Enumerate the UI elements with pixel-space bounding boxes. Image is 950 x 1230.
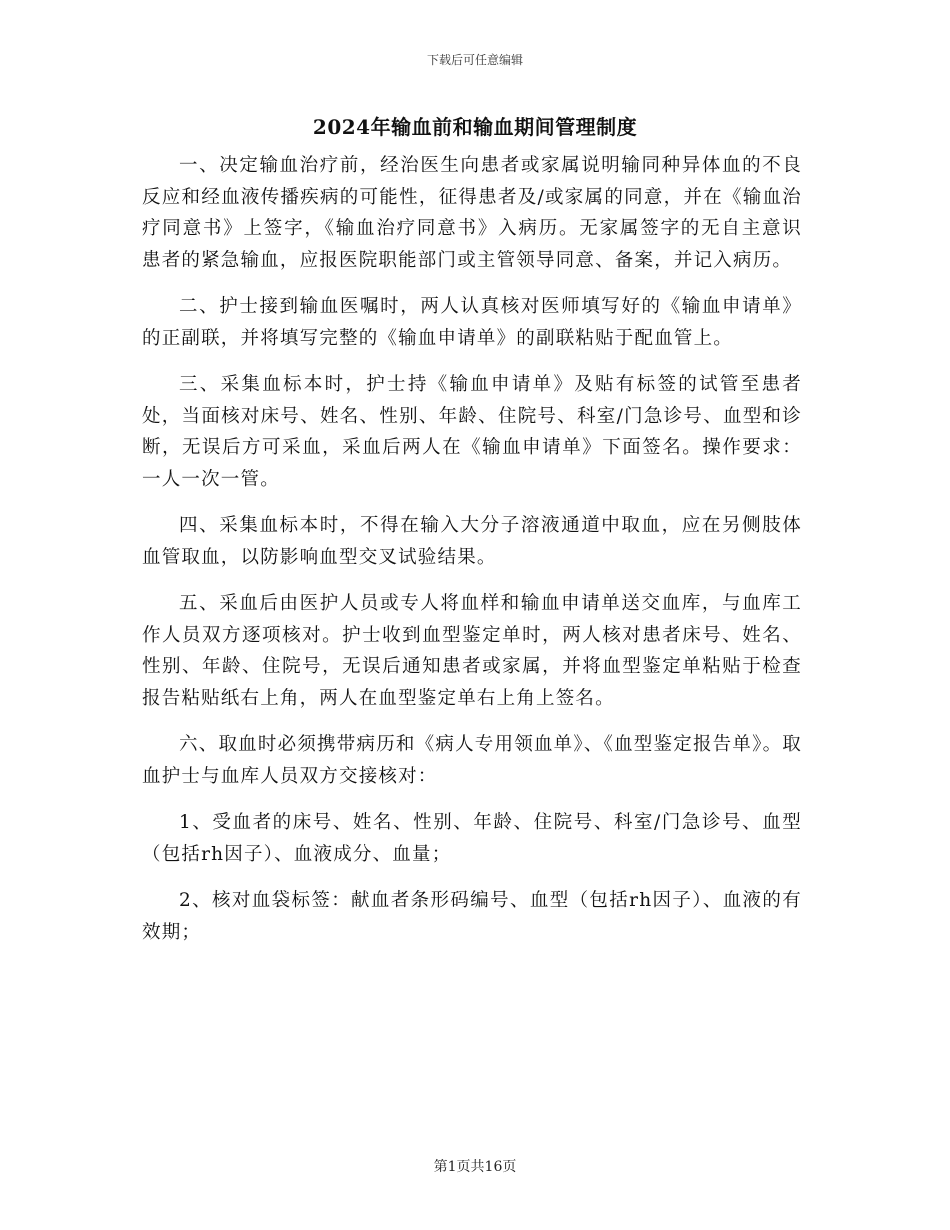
document-body	[142, 150, 802, 948]
document-title: 2024年输血前和输血期间管理制度	[312, 115, 638, 139]
paragraph-3: 三、采集血标本时，护士持《输血申请单》及贴有标签的试管至患者处，当面核对床号、姓名、性别、年龄、住院号、科室/门急诊号、血型和诊断，无误后方可采血，采血后两人在《输血申请单》下面签名。操作要求：一人一次一管。	[142, 374, 802, 490]
page-header-note: 下载后可任意编辑	[426, 53, 523, 67]
paragraph-4: 四、采集血标本时，不得在输入大分子溶液通道中取血，应在另侧肢体血管取血，以防影响血型交叉试验结果。	[142, 515, 802, 568]
paragraph-5: 五、采血后由医护人员或专人将血样和输血申请单送交血库，与血库工作人员双方逐项核对。护士收到血型鉴定单时，两人核对患者床号、姓名、性别、年龄、住院号，无误后通知患者或家属，并将血型鉴定单粘贴于检查报告粘贴纸右上角，两人在血型鉴定单右上角上签名。	[142, 593, 802, 709]
paragraph-8: 2、核对血袋标签：献血者条形码编号、血型（包括rh因子）、血液的有效期；	[142, 890, 802, 943]
paragraph-2: 二、护士接到输血医嘱时，两人认真核对医师填写好的《输血申请单》的正副联，并将填写完整的《输血申请单》的副联粘贴于配血管上。	[142, 296, 802, 349]
paragraph-6: 六、取血时必须携带病历和《病人专用领血单》、《血型鉴定报告单》。取血护士与血库人员双方交接核对：	[142, 734, 802, 787]
page-number: 第1页共16页	[433, 1159, 517, 1175]
paragraph-1: 一、决定输血治疗前，经治医生向患者或家属说明输同种异体血的不良反应和经血液传播疾病的可能性，征得患者及/或家属的同意，并在《输血治疗同意书》上签字，《输血治疗同意书》入病历。无家属签字的无自主意识患者的紧急输血，应报医院职能部门或主管领导同意、备案，并记入病历。	[142, 155, 802, 271]
paragraph-7: 1、受血者的床号、姓名、性别、年龄、住院号、科室/门急诊号、血型（包括rh因子）、血液成分、血量；	[142, 812, 802, 865]
